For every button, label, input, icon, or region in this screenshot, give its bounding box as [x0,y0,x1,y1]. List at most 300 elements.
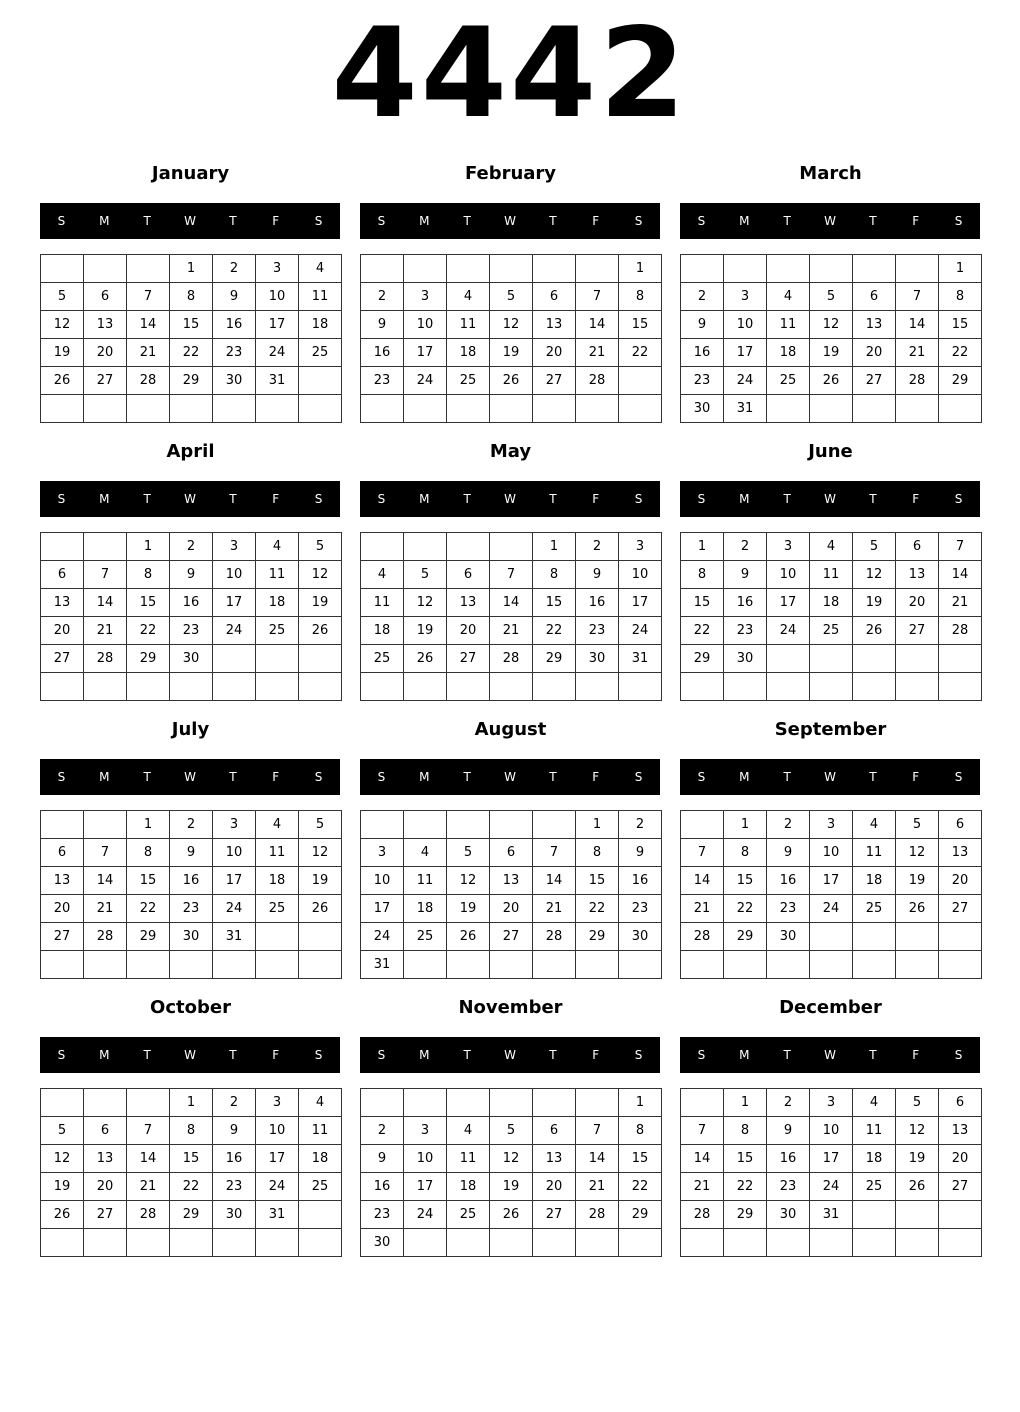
empty-day-cell [896,645,939,673]
week-row [361,617,662,645]
day-cell: 12 [299,561,342,589]
empty-day-cell [681,951,724,979]
week-row [681,533,982,561]
day-cell: 12 [896,1117,939,1145]
day-cell: 24 [810,895,853,923]
empty-day-cell [213,951,256,979]
weekday-label: F [592,770,600,784]
week-row [41,339,342,367]
day-cell: 7 [490,561,533,589]
day-cell: 4 [447,283,490,311]
week-row [681,839,982,867]
day-cell: 3 [619,533,662,561]
empty-day-cell [533,395,576,423]
day-cell: 13 [939,1117,982,1145]
day-cell: 20 [896,589,939,617]
day-cell: 14 [84,589,127,617]
day-cell: 31 [213,923,256,951]
empty-day-cell [724,951,767,979]
day-cell: 6 [84,283,127,311]
day-cell: 31 [361,951,404,979]
day-cell: 18 [447,1173,490,1201]
empty-day-cell [681,1089,724,1117]
empty-day-cell [939,645,982,673]
day-grid [680,1088,982,1257]
day-cell: 19 [810,339,853,367]
day-cell: 25 [299,1173,342,1201]
day-cell: 28 [576,367,619,395]
weekday-header [680,1037,980,1073]
empty-day-cell [447,1089,490,1117]
day-cell: 23 [767,895,810,923]
weekday-label: T [229,1048,237,1062]
day-cell: 16 [619,867,662,895]
day-cell: 15 [681,589,724,617]
day-cell: 7 [576,1117,619,1145]
day-cell: 3 [404,1117,447,1145]
day-cell: 22 [619,1173,662,1201]
week-row [681,367,982,395]
day-cell: 5 [299,533,342,561]
day-cell: 29 [127,923,170,951]
week-row [41,617,342,645]
weekday-label: W [824,492,836,506]
day-cell: 27 [41,645,84,673]
day-cell: 9 [681,311,724,339]
day-cell: 24 [256,1173,299,1201]
empty-day-cell [404,811,447,839]
day-cell: 12 [810,311,853,339]
day-cell: 10 [256,283,299,311]
day-cell: 5 [896,1089,939,1117]
month-title: January [151,163,230,184]
week-row [41,533,342,561]
day-cell: 21 [533,895,576,923]
weekday-label: T [143,492,151,506]
weekday-header [680,203,980,239]
weekday-label: T [783,492,791,506]
day-grid [360,810,662,979]
day-cell: 1 [127,533,170,561]
day-cell: 5 [853,533,896,561]
day-cell: 29 [724,923,767,951]
week-row [681,395,982,423]
day-cell: 26 [896,1173,939,1201]
day-grid [360,1088,662,1257]
day-cell: 28 [896,367,939,395]
weekday-label: F [592,1048,600,1062]
empty-day-cell [127,1089,170,1117]
day-cell: 10 [404,311,447,339]
week-row [41,1229,342,1257]
empty-day-cell [299,673,342,701]
weekday-label: S [954,1048,963,1062]
empty-day-cell [41,533,84,561]
day-cell: 28 [84,645,127,673]
day-grid [40,254,342,423]
day-cell: 24 [361,923,404,951]
week-row [361,867,662,895]
empty-day-cell [939,1201,982,1229]
weekday-label: M [419,492,430,506]
day-cell: 8 [533,561,576,589]
day-cell: 19 [490,339,533,367]
day-cell: 10 [767,561,810,589]
month-title: July [171,719,210,740]
day-cell: 22 [939,339,982,367]
day-cell: 20 [447,617,490,645]
day-cell: 6 [533,283,576,311]
day-cell: 9 [619,839,662,867]
day-cell: 20 [533,1173,576,1201]
day-cell: 1 [724,1089,767,1117]
week-row [681,283,982,311]
day-cell: 14 [490,589,533,617]
day-cell: 26 [41,367,84,395]
weekday-label: W [184,770,196,784]
day-cell: 21 [127,1173,170,1201]
day-cell: 23 [681,367,724,395]
weekday-header [680,759,980,795]
day-cell: 26 [853,617,896,645]
day-cell: 17 [361,895,404,923]
day-cell: 24 [724,367,767,395]
weekday-label: W [824,214,836,228]
empty-day-cell [576,951,619,979]
empty-day-cell [490,811,533,839]
day-cell: 18 [447,339,490,367]
day-cell: 12 [41,311,84,339]
day-cell: 26 [299,895,342,923]
week-row [681,895,982,923]
empty-day-cell [853,395,896,423]
day-cell: 28 [490,645,533,673]
weekday-label: T [869,1048,877,1062]
day-cell: 14 [84,867,127,895]
empty-day-cell [361,673,404,701]
weekday-label: S [954,770,963,784]
empty-day-cell [404,533,447,561]
day-cell: 4 [256,533,299,561]
day-cell: 4 [299,255,342,283]
day-cell: 26 [490,1201,533,1229]
day-cell: 1 [681,533,724,561]
day-cell: 15 [127,867,170,895]
week-row [361,923,662,951]
day-cell: 12 [896,839,939,867]
day-grid [40,532,342,701]
day-cell: 15 [533,589,576,617]
day-cell: 21 [939,589,982,617]
day-cell: 14 [939,561,982,589]
month-title: December [779,997,882,1018]
day-cell: 28 [939,617,982,645]
empty-day-cell [810,951,853,979]
weekday-label: S [377,1048,386,1062]
weekday-label: S [697,492,706,506]
day-cell: 24 [619,617,662,645]
day-cell: 19 [299,589,342,617]
day-cell: 24 [256,339,299,367]
day-cell: 19 [896,867,939,895]
week-row [41,839,342,867]
empty-day-cell [213,395,256,423]
week-row [681,673,982,701]
day-cell: 9 [576,561,619,589]
day-cell: 20 [939,1145,982,1173]
empty-day-cell [170,395,213,423]
empty-day-cell [404,951,447,979]
empty-day-cell [724,255,767,283]
empty-day-cell [490,951,533,979]
empty-day-cell [213,645,256,673]
day-cell: 14 [576,1145,619,1173]
day-cell: 4 [299,1089,342,1117]
day-cell: 21 [84,895,127,923]
day-cell: 6 [447,561,490,589]
week-row [361,951,662,979]
weekday-label: S [954,492,963,506]
day-cell: 7 [127,1117,170,1145]
day-cell: 11 [299,283,342,311]
week-row [681,339,982,367]
week-row [361,533,662,561]
week-row [681,1089,982,1117]
empty-day-cell [853,645,896,673]
weekday-label: T [549,214,557,228]
day-cell: 8 [170,283,213,311]
day-cell: 13 [853,311,896,339]
weekday-label: F [272,492,280,506]
day-cell: 24 [404,367,447,395]
week-row [361,395,662,423]
empty-day-cell [447,255,490,283]
week-row [681,1173,982,1201]
weekday-label: T [229,770,237,784]
day-cell: 3 [724,283,767,311]
empty-day-cell [170,1229,213,1257]
weekday-header [40,1037,340,1073]
day-cell: 26 [404,645,447,673]
day-cell: 12 [41,1145,84,1173]
week-row [41,395,342,423]
empty-day-cell [299,951,342,979]
weekday-header [40,481,340,517]
day-cell: 22 [127,895,170,923]
day-cell: 2 [767,811,810,839]
empty-day-cell [490,1229,533,1257]
day-cell: 6 [41,561,84,589]
day-cell: 17 [256,311,299,339]
weekday-label: S [314,492,323,506]
weekday-label: W [824,1048,836,1062]
day-cell: 19 [447,895,490,923]
day-cell: 5 [447,839,490,867]
day-cell: 11 [810,561,853,589]
day-cell: 15 [939,311,982,339]
weekday-label: S [57,492,66,506]
weekday-label: S [57,770,66,784]
day-cell: 23 [767,1173,810,1201]
day-cell: 17 [810,867,853,895]
empty-day-cell [724,1229,767,1257]
empty-day-cell [361,255,404,283]
empty-day-cell [447,395,490,423]
empty-day-cell [767,645,810,673]
week-row [41,1201,342,1229]
week-row [361,839,662,867]
empty-day-cell [681,255,724,283]
day-cell: 17 [404,339,447,367]
empty-day-cell [767,673,810,701]
weekday-label: T [869,492,877,506]
week-row [681,1117,982,1145]
weekday-label: F [272,770,280,784]
week-row [41,1117,342,1145]
day-cell: 23 [619,895,662,923]
empty-day-cell [127,395,170,423]
day-cell: 2 [361,1117,404,1145]
day-cell: 18 [299,1145,342,1173]
day-cell: 11 [853,839,896,867]
day-cell: 9 [213,1117,256,1145]
day-cell: 26 [810,367,853,395]
week-row [361,1229,662,1257]
day-cell: 3 [361,839,404,867]
day-cell: 23 [170,895,213,923]
day-cell: 9 [767,839,810,867]
day-cell: 29 [170,367,213,395]
empty-day-cell [256,1229,299,1257]
day-cell: 24 [213,617,256,645]
day-cell: 30 [361,1229,404,1257]
day-cell: 1 [619,1089,662,1117]
day-cell: 31 [724,395,767,423]
day-cell: 26 [447,923,490,951]
day-cell: 5 [896,811,939,839]
day-cell: 14 [127,1145,170,1173]
week-row [361,811,662,839]
empty-day-cell [939,673,982,701]
day-grid [40,1088,342,1257]
empty-day-cell [896,1201,939,1229]
week-row [681,645,982,673]
day-cell: 28 [533,923,576,951]
day-cell: 30 [213,367,256,395]
day-cell: 13 [533,1145,576,1173]
day-cell: 19 [299,867,342,895]
day-cell: 23 [724,617,767,645]
week-row [361,673,662,701]
day-cell: 20 [41,617,84,645]
weekday-label: S [954,214,963,228]
empty-day-cell [299,1229,342,1257]
day-cell: 9 [170,839,213,867]
weekday-label: S [314,214,323,228]
week-row [41,255,342,283]
weekday-header [680,481,980,517]
day-cell: 12 [404,589,447,617]
day-cell: 16 [767,867,810,895]
empty-day-cell [619,673,662,701]
day-cell: 20 [939,867,982,895]
day-cell: 7 [84,839,127,867]
day-cell: 19 [41,1173,84,1201]
day-cell: 12 [853,561,896,589]
day-cell: 26 [41,1201,84,1229]
empty-day-cell [213,1229,256,1257]
day-cell: 5 [404,561,447,589]
empty-day-cell [619,951,662,979]
day-cell: 10 [810,1117,853,1145]
day-cell: 15 [170,1145,213,1173]
day-cell: 1 [170,255,213,283]
week-row [681,811,982,839]
empty-day-cell [127,673,170,701]
day-cell: 27 [939,895,982,923]
empty-day-cell [447,673,490,701]
day-cell: 13 [84,1145,127,1173]
day-cell: 16 [576,589,619,617]
empty-day-cell [361,533,404,561]
day-cell: 7 [127,283,170,311]
empty-day-cell [767,395,810,423]
week-row [681,617,982,645]
day-cell: 20 [84,339,127,367]
week-row [41,673,342,701]
weekday-header [360,1037,660,1073]
empty-day-cell [490,673,533,701]
day-cell: 6 [939,1089,982,1117]
empty-day-cell [681,811,724,839]
day-cell: 1 [127,811,170,839]
weekday-header [360,203,660,239]
day-cell: 11 [299,1117,342,1145]
day-cell: 25 [447,1201,490,1229]
weekday-label: S [697,1048,706,1062]
weekday-header [40,759,340,795]
weekday-label: S [634,492,643,506]
day-cell: 4 [256,811,299,839]
day-cell: 16 [213,311,256,339]
weekday-label: W [504,214,516,228]
empty-day-cell [41,811,84,839]
week-row [361,367,662,395]
day-cell: 4 [853,1089,896,1117]
weekday-label: T [549,492,557,506]
empty-day-cell [404,395,447,423]
day-cell: 29 [576,923,619,951]
day-cell: 18 [810,589,853,617]
day-cell: 7 [576,283,619,311]
day-cell: 30 [767,1201,810,1229]
day-cell: 25 [404,923,447,951]
week-row [41,645,342,673]
day-cell: 14 [533,867,576,895]
day-cell: 13 [84,311,127,339]
weekday-label: W [504,1048,516,1062]
day-cell: 24 [810,1173,853,1201]
day-cell: 30 [170,923,213,951]
day-cell: 14 [127,311,170,339]
week-row [681,589,982,617]
day-cell: 10 [724,311,767,339]
week-row [681,951,982,979]
empty-day-cell [619,367,662,395]
day-cell: 1 [724,811,767,839]
empty-day-cell [256,673,299,701]
day-cell: 8 [576,839,619,867]
